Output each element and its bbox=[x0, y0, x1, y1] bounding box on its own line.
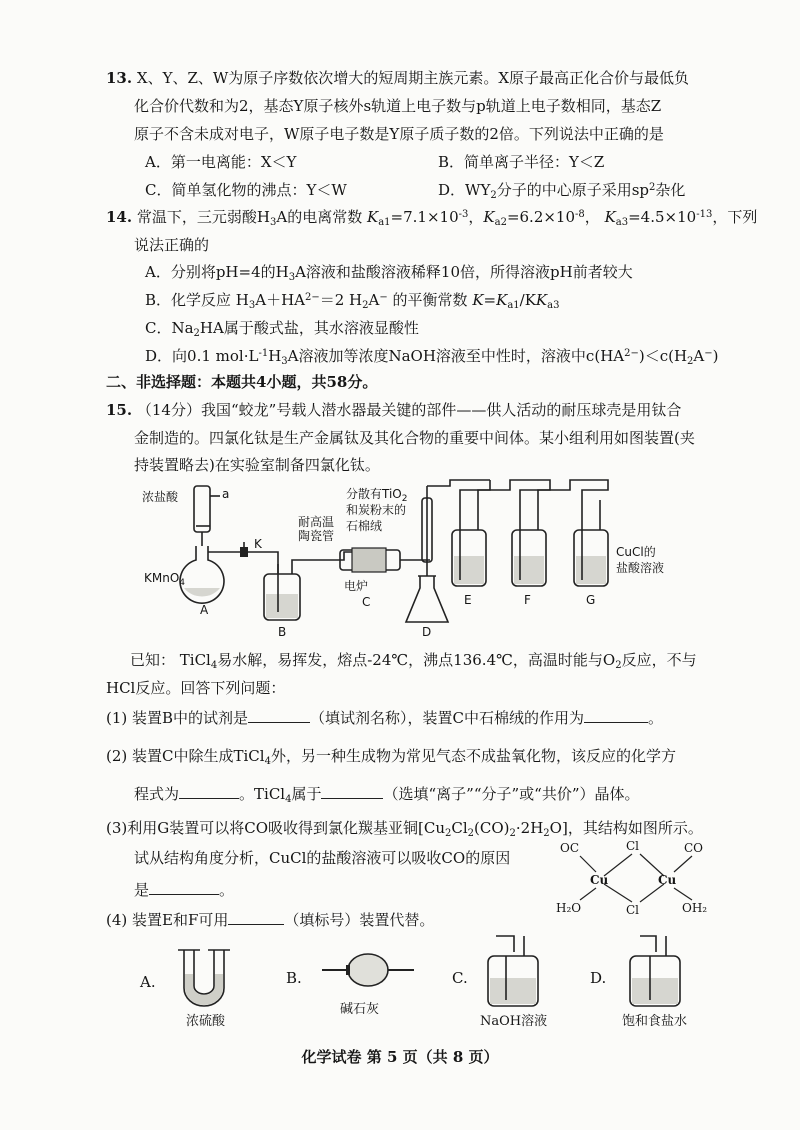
bottle-b bbox=[264, 560, 330, 620]
bridge-cl-bottom: Cl bbox=[626, 903, 640, 916]
cucl-label-2: 盐酸溶液 bbox=[616, 561, 665, 575]
q15-line1: 15. （14分）我国“蛟龙”号载人潜水器最关键的部件——供人活动的耐压球壳是用钛合 bbox=[106, 401, 682, 419]
dropping-funnel bbox=[194, 486, 220, 546]
known-line1: 已知： TiCl$_4$易水解，易挥发，熔点-24℃，沸点136.4℃，高温时能与$O_2$反应，不与 bbox=[130, 651, 697, 671]
cucl-label-1: CuCl的 bbox=[616, 545, 656, 559]
q13-line3: 原子不含未成对电子，W原子电子数是Y原子质子数的2倍。下列说法中正确的是 bbox=[134, 125, 664, 143]
q14-line1: 14. 常温下，三元弱酸$H_3A$的电离常数 $K_{a1}=7.1\times 10^{-3}$，$K_{a2}=6.2\times 10^{-8}$， $K_{a3}=4.5\times 10^{-13}$，下列 bbox=[106, 208, 758, 228]
answer-blank-1a[interactable] bbox=[248, 708, 310, 723]
label-C: C bbox=[362, 595, 371, 609]
cu-right: Cu bbox=[658, 873, 677, 887]
valve-k bbox=[240, 542, 248, 557]
q13-option-a: A．第一电离能：X＜Y bbox=[145, 153, 297, 171]
q14-line2: 说法正确的 bbox=[134, 236, 210, 254]
ligand-co: CO bbox=[684, 841, 704, 855]
q15-part1: (1) 装置B中的试剂是 （填试剂名称），装置C中石棉绒的作用为 。 bbox=[106, 709, 664, 727]
q14-option-a: A．分别将pH=4的$H_3A$溶液和盐酸溶液稀释10倍，所得溶液pH前者较大 bbox=[145, 263, 633, 283]
answer-blank-1b[interactable] bbox=[584, 708, 648, 723]
label-F: F bbox=[524, 593, 531, 607]
answer-blank-4[interactable] bbox=[228, 910, 284, 925]
q13-line2: 化合价代数和为2，基态Y原子核外s轨道上电子数与p轨道上电子数相同，基态Z bbox=[134, 97, 662, 115]
kmno4-label: KMnO$_4$ bbox=[144, 571, 186, 588]
q13-option-b: B．简单离子半径：Y＜Z bbox=[438, 153, 605, 171]
opt4-a-label: A. bbox=[140, 973, 156, 991]
tube-label-1: 耐高温 bbox=[298, 515, 335, 529]
page-footer: 化学试卷 第 5 页（共 8 页） bbox=[301, 1048, 499, 1066]
opt4-b-label: B. bbox=[286, 969, 302, 987]
q14-option-b: B．化学反应 $H_3A+HA^{2-}=2$ $H_2A^-$ 的平衡常数 $K=K_{a1}/KK_{a3}$ bbox=[145, 291, 560, 311]
flask-d bbox=[406, 576, 448, 622]
q15-line3: 持装置略去)在实验室制备四氯化钛。 bbox=[134, 456, 380, 474]
q15-part2-line2: 程式为 。TiCl$_4$属于 （选填“离子”“分子”或“共价”）晶体。 bbox=[134, 785, 640, 805]
wash-bottle-d-figure bbox=[626, 932, 686, 1010]
bridge-cl-top: Cl bbox=[626, 839, 640, 853]
ligand-h2o: H₂O bbox=[556, 901, 582, 915]
q14-option-c: C．$Na_2HA$属于酸式盐，其水溶液显酸性 bbox=[145, 319, 419, 339]
ligand-oh2: OH₂ bbox=[682, 901, 708, 915]
opt4-a-caption: 浓硫酸 bbox=[186, 1014, 226, 1029]
opt4-b-caption: 碱石灰 bbox=[340, 1002, 380, 1017]
conc-hcl-label: 浓盐酸 bbox=[142, 490, 179, 504]
known-line2: HCl反应。回答下列问题： bbox=[106, 679, 286, 697]
answer-blank-3[interactable] bbox=[149, 880, 219, 895]
q13-option-c: C．简单氢化物的沸点：Y＜W bbox=[145, 181, 347, 199]
wash-bottle-c-figure bbox=[484, 932, 544, 1010]
answer-blank-2a[interactable] bbox=[179, 784, 239, 799]
opt4-c-caption: NaOH溶液 bbox=[480, 1014, 548, 1029]
bottle-g bbox=[574, 500, 608, 586]
flask-a bbox=[180, 546, 248, 603]
ceramic-tube-c bbox=[330, 548, 430, 572]
dispersed-label-2: 和炭粉末的 bbox=[346, 503, 407, 517]
drying-bulb-figure bbox=[318, 950, 418, 990]
label-D: D bbox=[422, 625, 432, 639]
q14-option-d: D．向0.1 $mol\cdot L^{-1}H_3A$溶液加等浓度NaOH溶液至中性时，溶液中$c(HA^{2-})<c(H_2A^-)$ bbox=[145, 347, 719, 367]
tube-label-2: 陶瓷管 bbox=[298, 529, 335, 543]
u-tube-figure bbox=[176, 944, 236, 1010]
cu-left: Cu bbox=[590, 873, 609, 887]
dispersed-label-3: 石棉绒 bbox=[346, 519, 383, 533]
dispersed-label-1: 分散有TiO$_2$ bbox=[346, 487, 408, 504]
opt4-c-label: C. bbox=[452, 969, 468, 987]
answer-blank-2b[interactable] bbox=[321, 784, 383, 799]
q13-line1: 13. X、Y、Z、W为原子序数依次增大的短周期主族元素。X原子最高正化合价与最低负 bbox=[106, 69, 689, 87]
furnace-label: 电炉 bbox=[344, 579, 369, 593]
label-A: A bbox=[200, 603, 209, 617]
label-G: G bbox=[586, 593, 596, 607]
section-heading: 二、非选择题：本题共4小题，共58分。 bbox=[106, 373, 378, 391]
q13-option-d: D．$WY_2$分子的中心原子采用$sp^2$杂化 bbox=[438, 181, 686, 201]
apparatus-diagram bbox=[130, 476, 690, 646]
q15-part3-line3: 是 。 bbox=[134, 881, 235, 899]
q15-part2-line1: (2) 装置C中除生成TiCl$_4$外，另一种生成物为常见气态不成盐氧化物，该反应的化学方 bbox=[106, 747, 676, 767]
structure-diagram bbox=[556, 836, 716, 916]
opt4-d-caption: 饱和食盐水 bbox=[622, 1014, 688, 1029]
label-B: B bbox=[278, 625, 287, 639]
q15-part3-line2: 试从结构角度分析，CuCl的盐酸溶液可以吸收CO的原因 bbox=[134, 849, 511, 867]
label-E: E bbox=[464, 593, 472, 607]
k-label: K bbox=[254, 537, 262, 551]
opt4-d-label: D. bbox=[590, 969, 607, 987]
ligand-oc: OC bbox=[560, 841, 580, 855]
q15-part3-line1: (3)利用G装置可以将CO吸收得到氯化羰基亚铜$[Cu_2Cl_2(CO)_2\cdot 2H_2O]$，其结构如图所示。 bbox=[106, 819, 703, 839]
q15-line2: 金制造的。四氯化钛是生产金属钛及其化合物的重要中间体。某小组利用如图装置(夹 bbox=[134, 429, 695, 447]
q15-part4: (4) 装置E和F可用 （填标号）装置代替。 bbox=[106, 911, 435, 929]
a-label: a bbox=[222, 487, 230, 501]
